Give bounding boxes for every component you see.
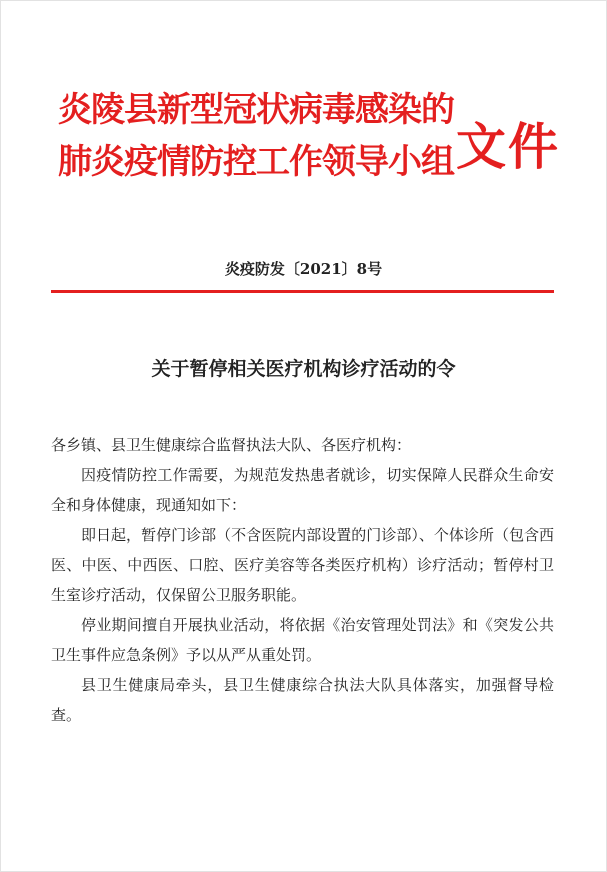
issuer-line-1: 炎陵县新型冠状病毒感染的 <box>58 90 454 130</box>
document-body <box>51 430 554 730</box>
document-title: 关于暂停相关医疗机构诊疗活动的令 <box>151 358 456 380</box>
issuer-line-2: 肺炎疫情防控工作领导小组 <box>58 142 454 182</box>
body-paragraph: 县卫生健康局牵头，县卫生健康综合执法大队具体落实，加强督导检查。 <box>51 676 554 724</box>
body-paragraph: 即日起，暂停门诊部（不含医院内部设置的门诊部）、个体诊所（包含西医、中医、中西医、口腔、医疗美容等各类医疗机构）诊疗活动；暂停村卫生室诊疗活动，仅保留公卫服务职能。 <box>51 526 554 604</box>
document-type-label: 文件 <box>456 117 560 176</box>
salutation: 各乡镇、县卫生健康综合监督执法大队、各医疗机构： <box>51 436 412 454</box>
body-paragraph: 因疫情防控工作需要，为规范发热患者就诊，切实保障人民群众生命安全和身体健康，现通知如下： <box>51 466 554 514</box>
red-divider-line <box>51 290 554 293</box>
body-paragraph: 停业期间擅自开展执业活动，将依据《治安管理处罚法》和《突发公共卫生事件应急条例》予以从严从重处罚。 <box>51 616 554 664</box>
document-number: 炎疫防发〔2021〕8号 <box>224 260 383 278</box>
issuing-authority <box>58 84 458 188</box>
